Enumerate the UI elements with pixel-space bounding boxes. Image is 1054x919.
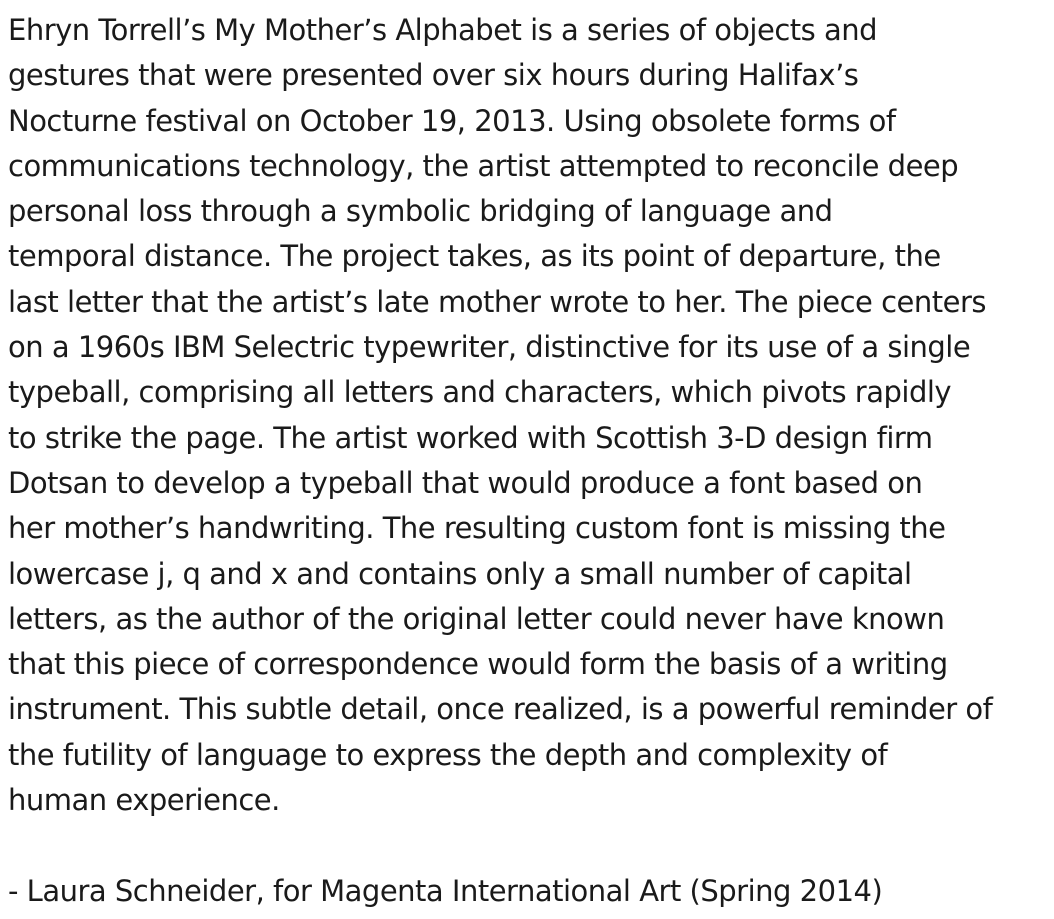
paragraph-line: communications technology, the artist attempted to reconcile deep	[8, 148, 959, 183]
paragraph-line: her mother’s handwriting. The resulting custom font is missing the	[8, 511, 946, 546]
paragraph-line: Dotsan to develop a typeball that would produce a font based on	[8, 465, 923, 500]
article-text	[8, 8, 1048, 914]
paragraph-line: gestures that were presented over six hours during Halifax’s	[8, 58, 859, 93]
paragraph-line: that this piece of correspondence would form the basis of a writing	[8, 647, 948, 682]
paragraph-line: to strike the page. The artist worked with Scottish 3-D design firm	[8, 420, 933, 455]
paragraph-line: last letter that the artist’s late mother wrote to her. The piece centers	[8, 284, 987, 319]
paragraph-line: typeball, comprising all letters and characters, which pivots rapidly	[8, 375, 952, 410]
paragraph-line: personal loss through a symbolic bridging of language and	[8, 194, 833, 229]
paragraph-line: human experience.	[8, 783, 280, 818]
paragraph-line: temporal distance. The project takes, as its point of departure, the	[8, 239, 941, 274]
paragraph-line: on a 1960s IBM Selectric typewriter, distinctive for its use of a single	[8, 330, 971, 365]
paragraph-line: Nocturne festival on October 19, 2013. Using obsolete forms of	[8, 103, 896, 138]
paragraph-line: the futility of language to express the depth and complexity of	[8, 737, 888, 772]
paragraph-line: instrument. This subtle detail, once realized, is a powerful reminder of	[8, 692, 993, 727]
paragraph-line: letters, as the author of the original letter could never have known	[8, 601, 945, 636]
blank-line	[8, 823, 1048, 868]
paragraph-line: lowercase j, q and x and contains only a small number of capital	[8, 556, 912, 591]
paragraph-line: Ehryn Torrell’s My Mother’s Alphabet is a series of objects and	[8, 13, 878, 47]
attribution-line: - Laura Schneider, for Magenta International Art (Spring 2014)	[8, 873, 883, 908]
